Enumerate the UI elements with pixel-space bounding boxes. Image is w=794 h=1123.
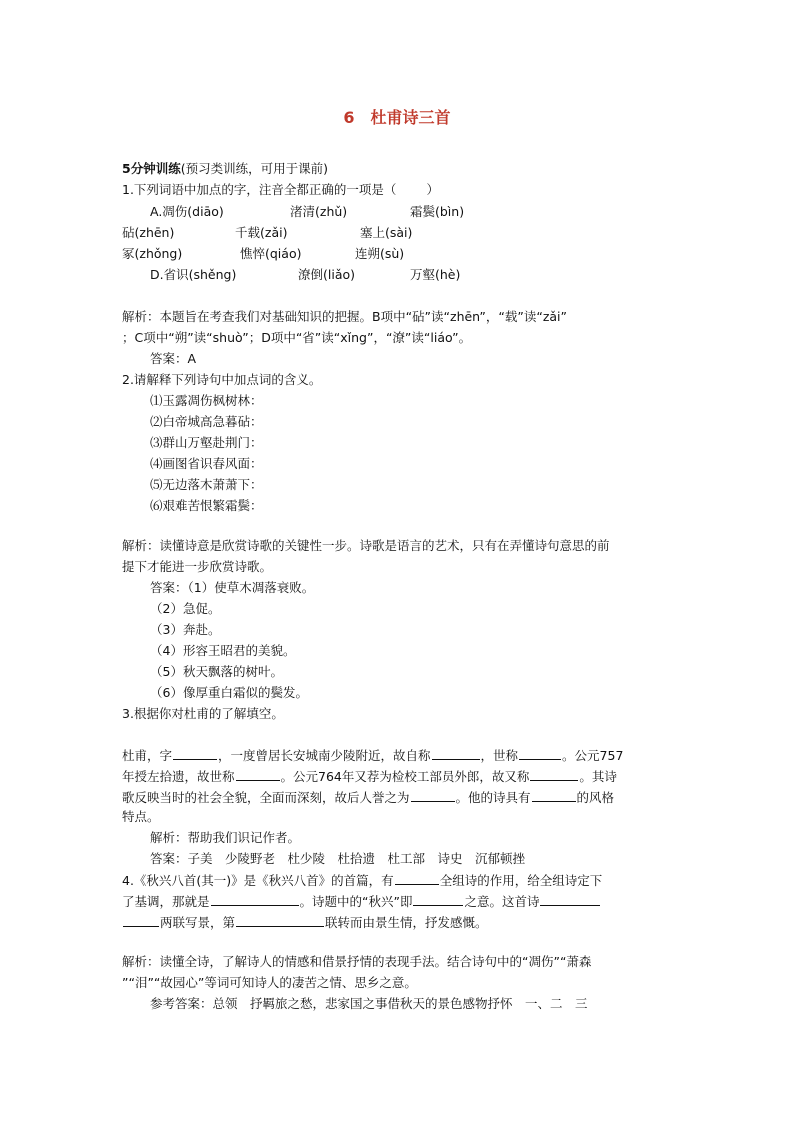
q4-line-3 — [122, 912, 488, 932]
q1-option-d-2: 潦倒(liǎo) — [298, 267, 356, 282]
q3-line-2 — [122, 766, 617, 786]
q3-stem: 3.根据你对杜甫的了解填空。 — [122, 706, 284, 721]
q4-line-1-text-a: 4.《秋兴八首(其一)》是《秋兴八首》的首篇，有 — [122, 873, 394, 888]
q4-answer: 参考答案：总领 抒羁旅之愁，悲家国之事借秋天的景色感物抒怀 一、二 三 — [150, 996, 588, 1011]
q3-blank-known-as[interactable] — [519, 745, 561, 760]
q1-stem-close: ） — [426, 182, 439, 197]
q1-option-c-1: 冢(zhǒng) — [122, 246, 183, 261]
q4-blank-meaning[interactable] — [413, 891, 463, 906]
q3-line-2-text-a: 年授左拾遗，故世称 — [122, 769, 235, 784]
q1-option-c-3: 连朔(sù) — [355, 246, 405, 261]
q3-blank-zi[interactable] — [173, 745, 217, 760]
q2-item-4: ⑷画图省识春风面： — [150, 456, 263, 471]
q2-item-2: ⑵白帝城高急暮砧： — [150, 414, 263, 429]
q4-blank-couplet-number[interactable] — [236, 912, 324, 927]
q2-item-6: ⑹艰难苦恨繁霜鬓： — [150, 498, 263, 513]
q2-item-3: ⑶群山万壑赴荆门： — [150, 435, 263, 450]
q3-blank-style[interactable] — [532, 787, 576, 802]
q2-item-1: ⑴玉露凋伤枫树林： — [150, 393, 263, 408]
q1-option-a-3: 霜鬓(bìn) — [410, 204, 465, 219]
q4-blank-couplets-b[interactable] — [123, 912, 159, 927]
q1-stem-text: 1.下列词语中加点的字，注音全都正确的一项是（ — [122, 182, 397, 197]
q3-line-4: 特点。 — [122, 809, 160, 824]
q4-line-1-text-b: 全组诗的作用，给全组诗定下 — [439, 873, 603, 888]
q2-analysis-line-1: 解析：读懂诗意是欣赏诗歌的关键性一步。诗歌是语言的艺术，只有在弄懂诗句意思的前 — [122, 538, 610, 553]
q3-answer: 答案：子美 少陵野老 杜少陵 杜拾遗 杜工部 诗史 沉郁顿挫 — [150, 851, 526, 866]
q4-blank-tone[interactable] — [211, 891, 299, 906]
q3-blank-praised-as[interactable] — [411, 787, 455, 802]
q1-option-b-2: 千载(zǎi) — [235, 225, 288, 240]
q3-analysis: 解析：帮助我们识记作者。 — [150, 830, 301, 845]
q1-analysis-line-1: 解析：本题旨在考查我们对基础知识的把握。B项中“砧”读“zhēn”，“载”读“zǎi” — [122, 309, 567, 324]
q2-answer-2: （2）急促。 — [150, 601, 221, 616]
q2-answer-1: 答案：（1）使草木凋落衰败。 — [150, 580, 315, 595]
q3-line-3-text-c: 的风格 — [576, 790, 615, 805]
q3-line-1-text-d: 。公元757 — [562, 748, 624, 763]
q4-blank-couplets-a[interactable] — [540, 891, 600, 906]
q2-stem: 2.请解释下列诗句中加点词的含义。 — [122, 372, 322, 387]
q3-line-2-text-c: 。其诗 — [579, 769, 617, 784]
q3-line-3-text-a: 歌反映当时的社会全貌，全面而深刻，故后人誉之为 — [122, 790, 410, 805]
q4-analysis-line-2: ”“泪”“故园心”等词可知诗人的凄苦之情、思乡之意。 — [122, 975, 417, 990]
q1-option-a-2: 渚清(zhǔ) — [290, 204, 348, 219]
q3-blank-gongbu[interactable] — [530, 766, 578, 781]
q1-analysis-line-2: ；C项中“朔”读“shuò”；D项中“省”读“xǐng”，“潦”读“liáo”。 — [122, 330, 472, 345]
q4-line-2 — [122, 891, 601, 911]
q1-option-b-1: 砧(zhēn) — [122, 225, 175, 240]
q4-line-2-text-c: 之意。这首诗 — [464, 894, 540, 909]
q1-option-c-2: 憔悴(qiáo) — [240, 246, 302, 261]
q3-line-3 — [122, 787, 614, 807]
q3-line-1 — [122, 745, 623, 765]
q4-line-3-text-b: 联转而由景生情，抒发感慨。 — [325, 915, 488, 930]
q4-analysis-line-1: 解析：读懂全诗，了解诗人的情感和借景抒情的表现手法。结合诗句中的“凋伤”“萧森 — [122, 954, 592, 969]
q1-option-b-3: 塞上(sài) — [360, 225, 413, 240]
q2-answer-5: （5）秋天飘落的树叶。 — [150, 664, 283, 679]
q3-line-1-text-b: ，一度曾居长安城南少陵附近，故自称 — [218, 748, 431, 763]
q3-blank-self-title[interactable] — [432, 745, 480, 760]
q3-blank-shiyi[interactable] — [236, 766, 280, 781]
q1-option-a-1: A.凋伤(diāo) — [150, 204, 224, 219]
q2-answer-4: （4）形容王昭君的美貌。 — [150, 643, 296, 658]
section-heading-rest: (预习类训练，可用于课前) — [180, 161, 328, 176]
section-heading-bold: 5分钟训练 — [122, 161, 181, 176]
q1-answer: 答案：A — [150, 351, 197, 366]
q4-line-1 — [122, 870, 602, 890]
q1-stem — [122, 181, 439, 199]
q4-line-2-text-a: 了基调，那就是 — [122, 894, 210, 909]
q1-option-d-3: 万壑(hè) — [410, 267, 461, 282]
q3-line-3-text-b: 。他的诗具有 — [455, 790, 531, 805]
q4-line-3-text-a: 两联写景，第 — [160, 915, 236, 930]
q1-option-d-1: D.省识(shěng) — [150, 267, 237, 282]
section-heading — [122, 160, 328, 178]
q2-analysis-line-2: 提下才能进一步欣赏诗歌。 — [122, 559, 273, 574]
q3-line-1-text-c: ，世称 — [480, 748, 519, 763]
q4-blank-role[interactable] — [395, 870, 439, 885]
q2-item-5: ⑸无边落木萧萧下： — [150, 477, 263, 492]
q2-answer-6: （6）像厚重白霜似的鬓发。 — [150, 685, 308, 700]
q3-line-2-text-b: 。公元764年又荐为检校工部员外郎，故又称 — [280, 769, 530, 784]
q2-answer-3: （3）奔赴。 — [150, 622, 221, 637]
q4-line-2-text-b: 。诗题中的“秋兴”即 — [299, 894, 413, 909]
page-title: 6 杜甫诗三首 — [343, 108, 451, 127]
q3-line-1-text-a: 杜甫，字 — [122, 748, 173, 763]
